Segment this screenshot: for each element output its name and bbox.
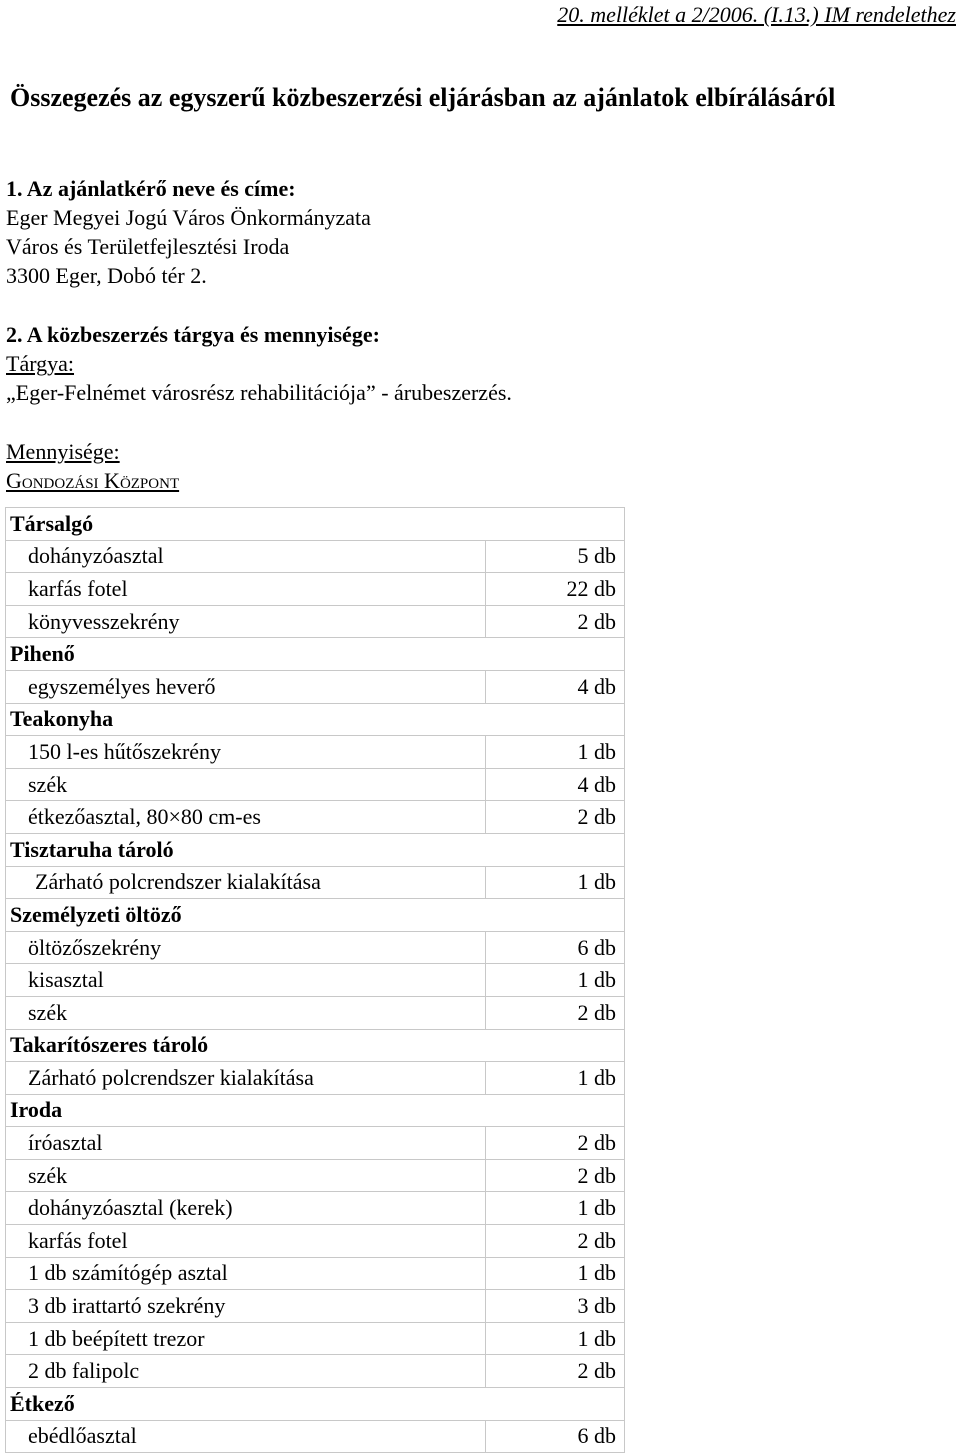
- item-quantity: 22 db: [486, 573, 625, 606]
- item-quantity: 1 db: [486, 1322, 625, 1355]
- quantity-section: [6, 437, 179, 495]
- item-quantity: 1 db: [486, 736, 625, 769]
- item-name: ebédlőasztal: [6, 1420, 486, 1453]
- category-row: [6, 1388, 625, 1421]
- category-name: Társalgó: [6, 508, 625, 541]
- item-row: [6, 1420, 625, 1453]
- item-row: [6, 1257, 625, 1290]
- item-name: 1 db beépített trezor: [6, 1322, 486, 1355]
- item-row: [6, 1225, 625, 1258]
- category-name: Teakonyha: [6, 703, 625, 736]
- annex-reference: 20. melléklet a 2/2006. (I.13.) IM rendelethez: [557, 2, 956, 27]
- subject-text: „Eger-Felnémet városrész rehabilitációja” - árubeszerzés.: [6, 380, 512, 405]
- item-quantity: 4 db: [486, 670, 625, 703]
- item-name: 1 db számítógép asztal: [6, 1257, 486, 1290]
- item-row: [6, 736, 625, 769]
- item-row: [6, 1322, 625, 1355]
- item-name: 150 l-es hűtőszekrény: [6, 736, 486, 769]
- item-quantity: 1 db: [486, 1062, 625, 1095]
- category-name: Tisztaruha tároló: [6, 833, 625, 866]
- item-quantity: 4 db: [486, 768, 625, 801]
- item-quantity: 2 db: [486, 1225, 625, 1258]
- item-quantity: 2 db: [486, 1159, 625, 1192]
- quantity-group-name: Gondozási Központ: [6, 468, 180, 493]
- item-quantity: 1 db: [486, 964, 625, 997]
- category-name: Pihenő: [6, 638, 625, 671]
- category-row: [6, 508, 625, 541]
- item-name: könyvesszekrény: [6, 605, 486, 638]
- item-row: [6, 1290, 625, 1323]
- item-name: egyszemélyes heverő: [6, 670, 486, 703]
- item-quantity: 6 db: [486, 931, 625, 964]
- item-row: [6, 768, 625, 801]
- item-row: [6, 670, 625, 703]
- item-quantity: 5 db: [486, 540, 625, 573]
- items-table: [5, 507, 625, 1453]
- item-quantity: 2 db: [486, 801, 625, 834]
- item-name: kisasztal: [6, 964, 486, 997]
- item-row: [6, 1127, 625, 1160]
- category-name: Iroda: [6, 1094, 625, 1127]
- authority-office: Város és Területfejlesztési Iroda: [6, 234, 290, 259]
- item-name: szék: [6, 1159, 486, 1192]
- item-name: Zárható polcrendszer kialakítása: [6, 866, 486, 899]
- item-row: [6, 1062, 625, 1095]
- category-row: [6, 638, 625, 671]
- item-name: 3 db irattartó szekrény: [6, 1290, 486, 1323]
- item-quantity: 6 db: [486, 1420, 625, 1453]
- category-row: [6, 899, 625, 932]
- procurement-subject-section: [6, 320, 512, 407]
- item-row: [6, 866, 625, 899]
- item-row: [6, 931, 625, 964]
- quantity-label: Mennyisége:: [6, 439, 120, 464]
- contracting-authority-section: [6, 174, 371, 290]
- category-row: [6, 1029, 625, 1062]
- item-name: íróasztal: [6, 1127, 486, 1160]
- category-row: [6, 703, 625, 736]
- item-row: [6, 1192, 625, 1225]
- item-row: [6, 801, 625, 834]
- item-name: karfás fotel: [6, 573, 486, 606]
- item-quantity: 1 db: [486, 866, 625, 899]
- category-name: Személyzeti öltöző: [6, 899, 625, 932]
- item-row: [6, 1159, 625, 1192]
- category-name: Takarítószeres tároló: [6, 1029, 625, 1062]
- item-row: [6, 573, 625, 606]
- item-name: étkezőasztal, 80×80 cm-es: [6, 801, 486, 834]
- authority-address: 3300 Eger, Dobó tér 2.: [6, 263, 207, 288]
- item-quantity: 2 db: [486, 605, 625, 638]
- item-name: dohányzóasztal (kerek): [6, 1192, 486, 1225]
- item-row: [6, 1355, 625, 1388]
- item-row: [6, 996, 625, 1029]
- section2-heading: 2. A közbeszerzés tárgya és mennyisége:: [6, 322, 380, 347]
- item-row: [6, 605, 625, 638]
- item-name: Zárható polcrendszer kialakítása: [6, 1062, 486, 1095]
- item-name: szék: [6, 768, 486, 801]
- document-title: Összegezés az egyszerű közbeszerzési eljárásban az ajánlatok elbírálásáról: [10, 83, 836, 112]
- item-quantity: 3 db: [486, 1290, 625, 1323]
- item-quantity: 2 db: [486, 1355, 625, 1388]
- item-name: öltözőszekrény: [6, 931, 486, 964]
- item-quantity: 2 db: [486, 1127, 625, 1160]
- category-name: Étkező: [6, 1388, 625, 1421]
- item-row: [6, 540, 625, 573]
- item-quantity: 1 db: [486, 1257, 625, 1290]
- subject-label: Tárgya:: [6, 351, 75, 376]
- item-name: dohányzóasztal: [6, 540, 486, 573]
- category-row: [6, 1094, 625, 1127]
- item-row: [6, 964, 625, 997]
- category-row: [6, 833, 625, 866]
- items-table-body: [6, 508, 625, 1453]
- authority-name: Eger Megyei Jogú Város Önkormányzata: [6, 205, 371, 230]
- item-name: karfás fotel: [6, 1225, 486, 1258]
- item-name: szék: [6, 996, 486, 1029]
- item-name: 2 db falipolc: [6, 1355, 486, 1388]
- item-quantity: 1 db: [486, 1192, 625, 1225]
- section1-heading: 1. Az ajánlatkérő neve és címe:: [6, 176, 296, 201]
- item-quantity: 2 db: [486, 996, 625, 1029]
